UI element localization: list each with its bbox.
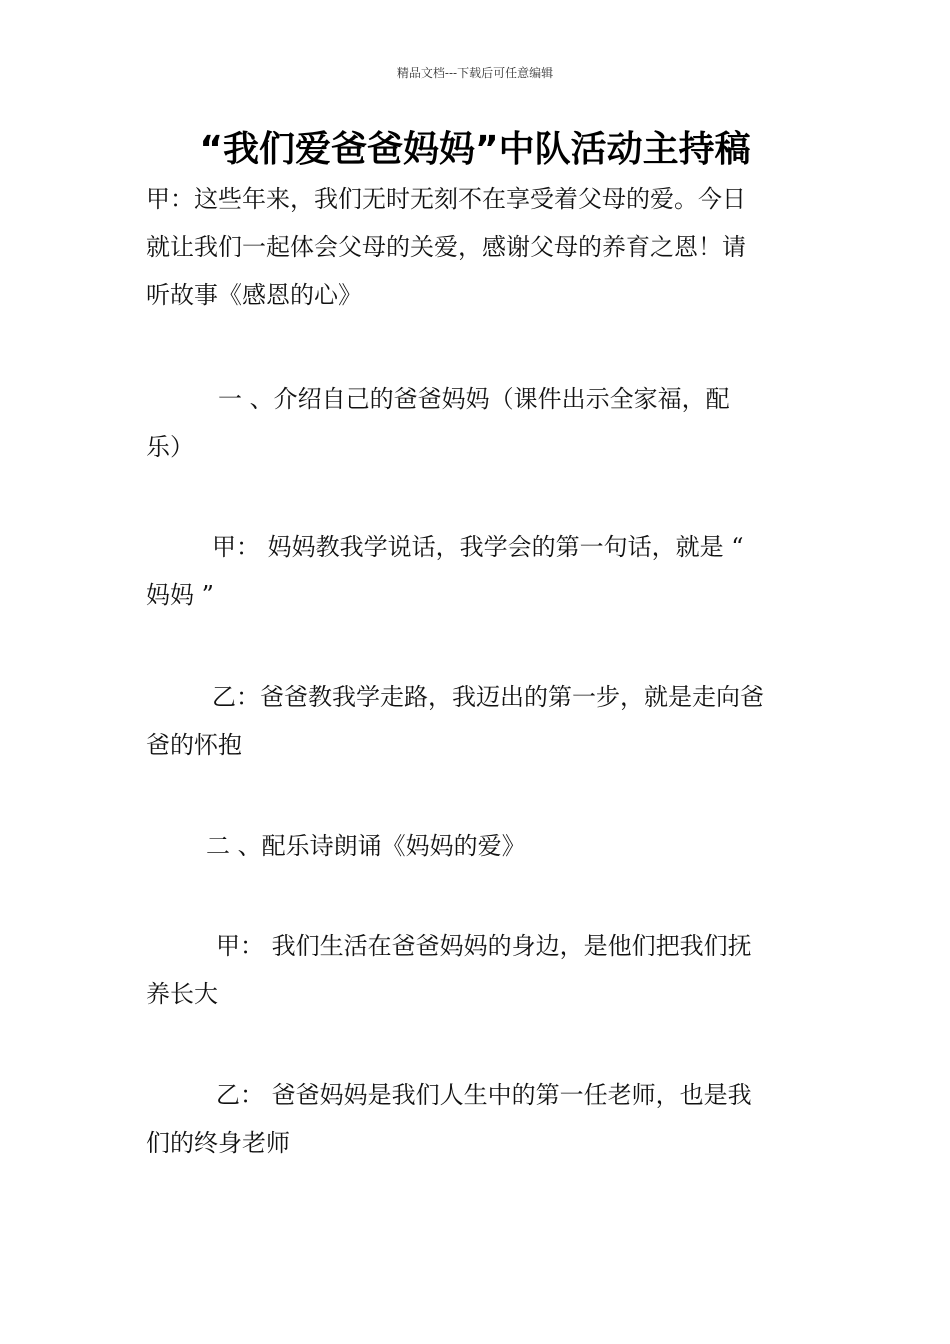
paragraph-yi-1	[146, 673, 811, 769]
text-line: 二 、配乐诗朗诵《妈妈的爱》	[206, 832, 526, 860]
text-line: 们的终身老师	[146, 1129, 290, 1157]
paragraph-jia-2	[146, 922, 811, 1018]
text-line: 甲： 妈妈教我学说话，我学会的第一句话，就是 “	[212, 533, 744, 561]
paragraph-section-two	[146, 822, 811, 870]
paragraph-yi-2	[146, 1071, 811, 1167]
paragraph-intro	[146, 175, 811, 319]
text-line: 乙： 爸爸妈妈是我们人生中的第一任老师，也是我	[216, 1081, 752, 1109]
text-line: 就让我们一起体会父母的关爱，感谢父母的养育之恩！请	[146, 233, 746, 261]
text-line: 甲： 我们生活在爸爸妈妈的身边，是他们把我们抚	[216, 932, 752, 960]
page-header: 精品文档---下载后可任意编辑	[396, 66, 554, 80]
paragraph-jia-1	[146, 523, 811, 619]
text-line: 乐）	[146, 433, 194, 461]
text-line: 妈妈 ”	[146, 581, 214, 609]
paragraph-section-one	[146, 375, 811, 471]
text-line: 乙：爸爸教我学走路，我迈出的第一步，就是走向爸	[212, 683, 764, 711]
document-title: “我们爱爸爸妈妈”中队活动主持稿	[199, 129, 751, 170]
text-line: 一 、介绍自己的爸爸妈妈（课件出示全家福，配	[218, 385, 730, 413]
text-line: 听故事《感恩的心》	[146, 281, 362, 309]
text-line: 养长大	[146, 980, 218, 1008]
text-line: 甲：这些年来，我们无时无刻不在享受着父母的爱。今日	[146, 185, 746, 213]
text-line: 爸的怀抱	[146, 731, 242, 759]
